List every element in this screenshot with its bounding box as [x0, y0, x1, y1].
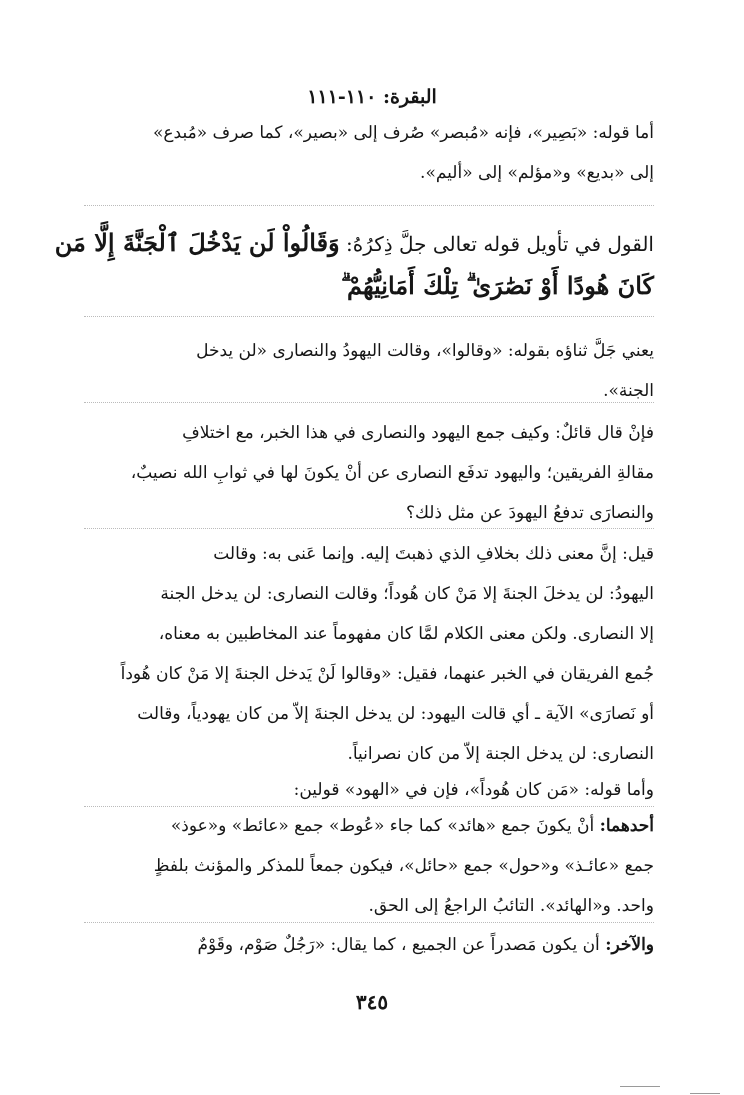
- text-line: جمع «عائـذ» و«حول» جمع «حائل»، فيكون جمعاً للمذكر والمؤنث بلفظٍ: [153, 856, 654, 876]
- paragraph-hud: [84, 770, 654, 810]
- paragraph-explanation: [84, 331, 654, 411]
- opinion-label: والآخر:: [605, 935, 654, 955]
- scan-smudge: [690, 1093, 720, 1094]
- paragraph-second-opinion: [84, 925, 654, 965]
- opinion-label: أحدهما:: [599, 816, 654, 836]
- text-line: وأما قوله: «مَن كان هُوداً»، فإن في «الهود» قولين:: [293, 780, 654, 800]
- quran-verse-part-2: كَانَ هُودًا أَوْ نَصَٰرَىٰ ۗ تِلْكَ أَمَانِيُّهُمْ ۗ: [341, 271, 654, 300]
- verse-line: [84, 265, 654, 308]
- paragraph-first-opinion: [84, 806, 654, 926]
- opinion-text: أنْ يكونَ جمع «هائد» كما جاء «عُوط» جمع «عائط» و«عوذ»: [170, 816, 595, 836]
- text-line: مقالةِ الفريقين؛ واليهود تدفَع النصارى عن أنْ يكونَ لها في ثوابِ الله نصيبٌ،: [130, 463, 654, 483]
- paragraph-answer: [84, 534, 654, 774]
- text-line: اليهودُ: لن يدخلَ الجنةَ إلا مَنْ كان هُوداً؛ وقالت النصارى: لن يدخل الجنة: [160, 584, 654, 604]
- text-line: واحد. و«الهائد». التائبُ الراجعُ إلى الحق.: [368, 896, 654, 916]
- section-divider: [84, 205, 654, 207]
- quran-verse-part-1: وَقَالُواْ لَن يَدْخُلَ ٱلْجَنَّةَ إِلَّا مَن: [54, 228, 340, 257]
- section-divider: [84, 316, 654, 318]
- section-divider: [84, 528, 654, 530]
- opinion-text: أن يكون مَصدراً عن الجميع ، كما يقال: «رَجُلٌ صَوْم، وقَوْمٌ: [197, 935, 600, 955]
- text-line: أو نَصارَى» الآية ـ أي قالت اليهود: لن يدخل الجنةَ إلاّ من كان يهودياً، وقالت: [137, 704, 654, 724]
- paragraph-verse-heading: [54, 222, 654, 308]
- verse-intro: القول في تأويل قوله تعالى جلَّ ذِكرُهُ:: [345, 232, 654, 256]
- text-line: إلا النصارى. ولكن معنى الكلام لمَّا كان مفهوماً عند المخاطبين به معناه،: [158, 624, 654, 644]
- paragraph-basir: [84, 113, 654, 193]
- text-line: إلى «بديع» و«مؤلم» إلى «أليم».: [420, 163, 654, 183]
- text-line: قيل: إنَّ معنى ذلك بخلافِ الذي ذهبتَ إليه. وإنما عَنى به: وقالت: [213, 544, 654, 564]
- text-line: الجنة».: [603, 381, 654, 401]
- paragraph-question: [84, 413, 654, 533]
- text-line: يعني جَلَّ ثناؤه بقوله: «وقالوا»، وقالت اليهودُ والنصارى «لن يدخل: [196, 341, 654, 361]
- text-line: [84, 806, 654, 846]
- page-number: ٣٤٥: [355, 990, 389, 1014]
- text-line: [84, 925, 654, 965]
- section-divider: [84, 402, 654, 404]
- scan-smudge: [620, 1086, 660, 1087]
- verse-line: [54, 222, 654, 265]
- section-divider: [84, 922, 654, 924]
- text-line: النصارى: لن يدخل الجنة إلاّ من كان نصرانياً.: [347, 744, 654, 764]
- text-line: جُمع الفريقان في الخبر عنهما، فقيل: «وقالوا لَنْ يَدخل الجنةَ إلا مَنْ كان هُوداً: [120, 664, 654, 684]
- running-header: البقرة: ١١٠-١١١: [307, 86, 437, 108]
- text-line: والنصارَى تدفعُ اليهودَ عن مثل ذلك؟: [405, 503, 654, 523]
- text-line: فإنْ قال قائلٌ: وكيف جمع اليهود والنصارى في هذا الخبر، مع اختلافِ: [182, 423, 654, 443]
- text-line: أما قوله: «بَصِير»، فإنه «مُبصر» صُرف إلى «بصير»، كما صرف «مُبدع»: [153, 123, 654, 143]
